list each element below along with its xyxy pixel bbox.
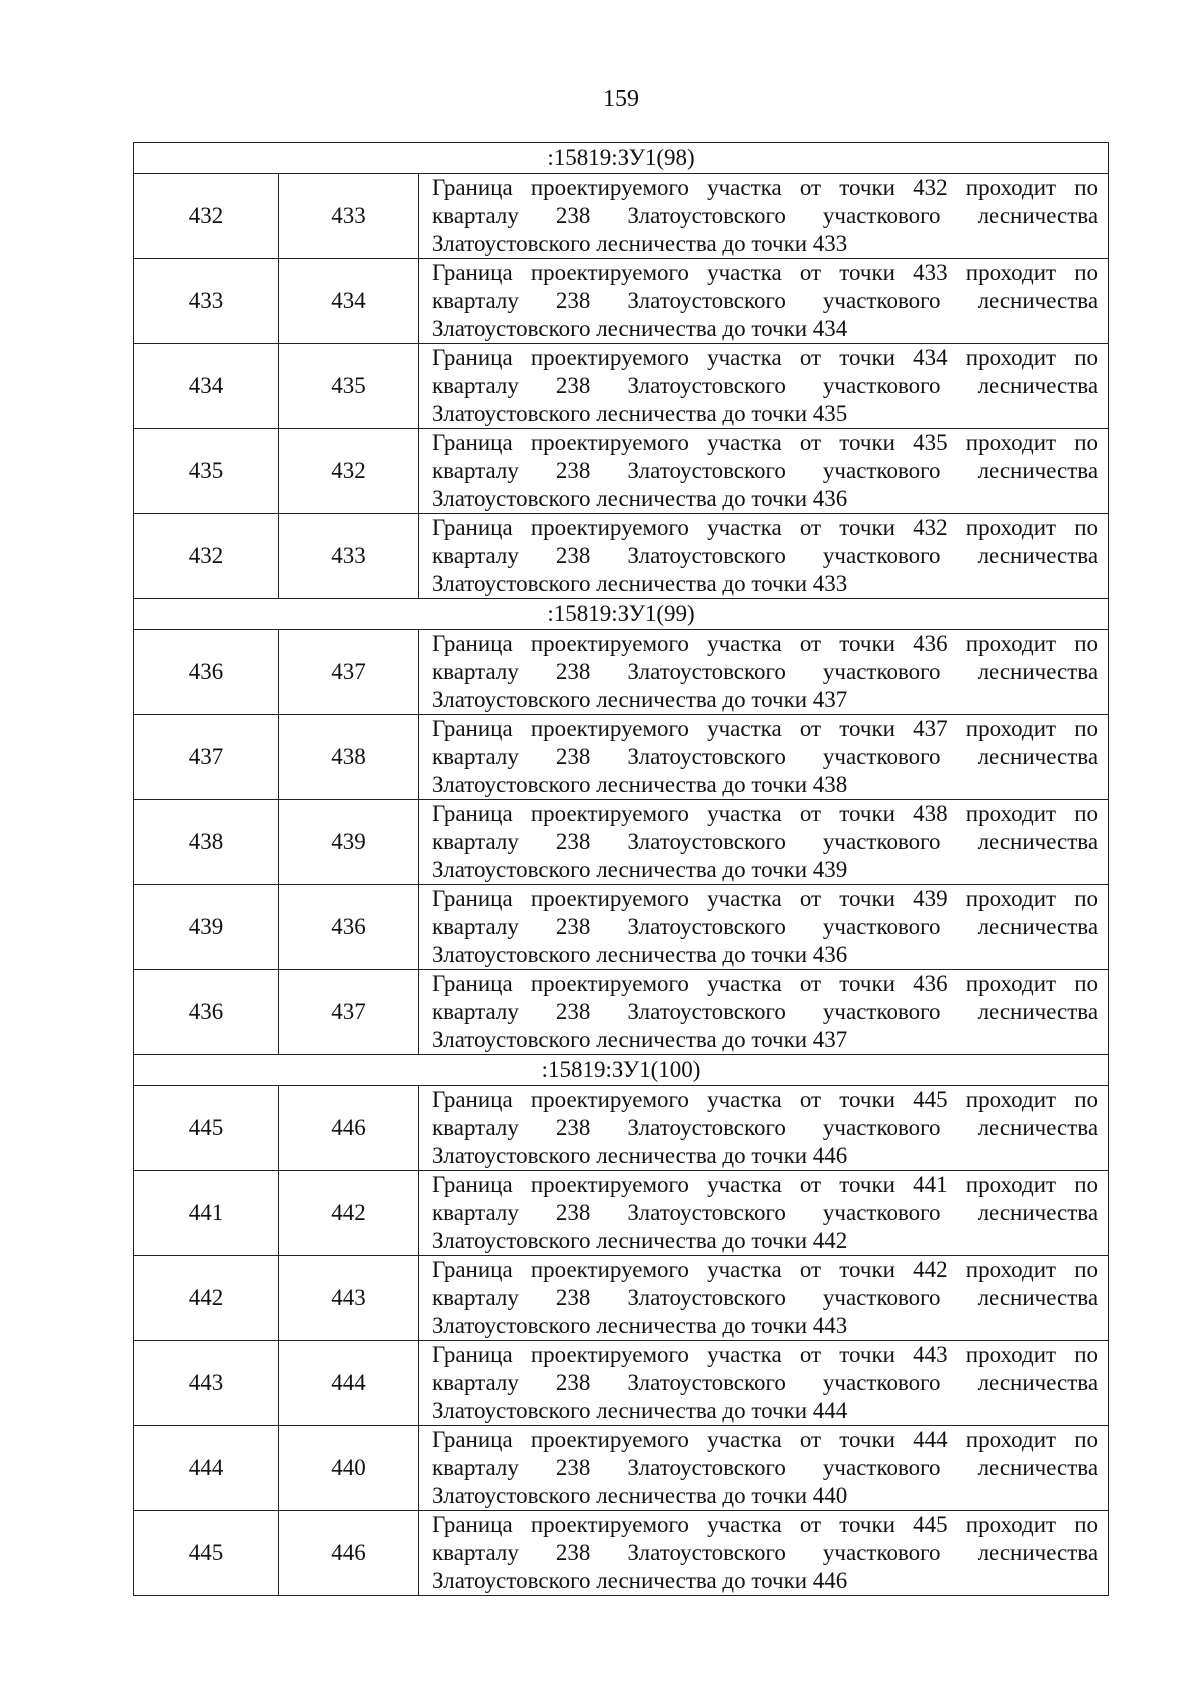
point-from-cell: 433 xyxy=(134,259,279,344)
point-from-cell: 444 xyxy=(134,1426,279,1511)
section-title: :15819:ЗУ1(100) xyxy=(134,1055,1109,1086)
section-title: :15819:ЗУ1(99) xyxy=(134,599,1109,630)
page-number: 159 xyxy=(603,86,639,112)
point-from-cell: 437 xyxy=(134,715,279,800)
table-row xyxy=(134,259,1109,344)
point-to-cell: 438 xyxy=(279,715,419,800)
description-cell: Граница проектируемого участка от точки 432 проходит по кварталу 238 Златоустовского участкового лесничества Златоустовского лесничества до точки 433 xyxy=(419,514,1109,599)
point-to-cell: 439 xyxy=(279,800,419,885)
point-from-cell: 436 xyxy=(134,970,279,1055)
description-cell: Граница проектируемого участка от точки 436 проходит по кварталу 238 Златоустовского участкового лесничества Златоустовского лесничества до точки 437 xyxy=(419,970,1109,1055)
point-to-cell: 435 xyxy=(279,344,419,429)
point-from-cell: 434 xyxy=(134,344,279,429)
point-to-cell: 446 xyxy=(279,1511,419,1596)
description-cell: Граница проектируемого участка от точки 433 проходит по кварталу 238 Златоустовского участкового лесничества Златоустовского лесничества до точки 434 xyxy=(419,259,1109,344)
table-row xyxy=(134,1086,1109,1171)
table-row xyxy=(134,630,1109,715)
point-to-cell: 434 xyxy=(279,259,419,344)
point-from-cell: 432 xyxy=(134,514,279,599)
point-from-cell: 438 xyxy=(134,800,279,885)
table-row xyxy=(134,885,1109,970)
description-cell: Граница проектируемого участка от точки 442 проходит по кварталу 238 Златоустовского участкового лесничества Златоустовского лесничества до точки 443 xyxy=(419,1256,1109,1341)
point-from-cell: 442 xyxy=(134,1256,279,1341)
description-cell: Граница проектируемого участка от точки 445 проходит по кварталу 238 Златоустовского участкового лесничества Златоустовского лесничества до точки 446 xyxy=(419,1086,1109,1171)
point-to-cell: 444 xyxy=(279,1341,419,1426)
table-row xyxy=(134,1511,1109,1596)
point-from-cell: 441 xyxy=(134,1171,279,1256)
table-row xyxy=(134,800,1109,885)
point-from-cell: 443 xyxy=(134,1341,279,1426)
description-cell: Граница проектируемого участка от точки 445 проходит по кварталу 238 Златоустовского участкового лесничества Златоустовского лесничества до точки 446 xyxy=(419,1511,1109,1596)
description-cell: Граница проектируемого участка от точки 432 проходит по кварталу 238 Златоустовского участкового лесничества Златоустовского лесничества до точки 433 xyxy=(419,174,1109,259)
point-to-cell: 437 xyxy=(279,970,419,1055)
table-row xyxy=(134,1341,1109,1426)
description-cell: Граница проектируемого участка от точки 436 проходит по кварталу 238 Златоустовского участкового лесничества Златоустовского лесничества до точки 437 xyxy=(419,630,1109,715)
point-from-cell: 445 xyxy=(134,1086,279,1171)
boundary-table xyxy=(133,142,1109,1596)
point-from-cell: 432 xyxy=(134,174,279,259)
description-cell: Граница проектируемого участка от точки 435 проходит по кварталу 238 Златоустовского участкового лесничества Златоустовского лесничества до точки 436 xyxy=(419,429,1109,514)
section-header-row xyxy=(134,1055,1109,1086)
table-row xyxy=(134,429,1109,514)
table-row xyxy=(134,1256,1109,1341)
description-cell: Граница проектируемого участка от точки 439 проходит по кварталу 238 Златоустовского участкового лесничества Златоустовского лесничества до точки 436 xyxy=(419,885,1109,970)
point-from-cell: 435 xyxy=(134,429,279,514)
table-row xyxy=(134,344,1109,429)
table-row xyxy=(134,1171,1109,1256)
table-row xyxy=(134,174,1109,259)
table-row xyxy=(134,715,1109,800)
point-to-cell: 433 xyxy=(279,514,419,599)
point-to-cell: 437 xyxy=(279,630,419,715)
section-header-row xyxy=(134,599,1109,630)
description-cell: Граница проектируемого участка от точки 438 проходит по кварталу 238 Златоустовского участкового лесничества Златоустовского лесничества до точки 439 xyxy=(419,800,1109,885)
description-cell: Граница проектируемого участка от точки 437 проходит по кварталу 238 Златоустовского участкового лесничества Златоустовского лесничества до точки 438 xyxy=(419,715,1109,800)
point-from-cell: 439 xyxy=(134,885,279,970)
point-to-cell: 440 xyxy=(279,1426,419,1511)
description-cell: Граница проектируемого участка от точки 443 проходит по кварталу 238 Златоустовского участкового лесничества Златоустовского лесничества до точки 444 xyxy=(419,1341,1109,1426)
section-title: :15819:ЗУ1(98) xyxy=(134,143,1109,174)
point-to-cell: 436 xyxy=(279,885,419,970)
point-from-cell: 436 xyxy=(134,630,279,715)
table-row xyxy=(134,1426,1109,1511)
description-cell: Граница проектируемого участка от точки 444 проходит по кварталу 238 Златоустовского участкового лесничества Златоустовского лесничества до точки 440 xyxy=(419,1426,1109,1511)
point-to-cell: 446 xyxy=(279,1086,419,1171)
point-to-cell: 433 xyxy=(279,174,419,259)
description-cell: Граница проектируемого участка от точки 441 проходит по кварталу 238 Златоустовского участкового лесничества Златоустовского лесничества до точки 442 xyxy=(419,1171,1109,1256)
description-cell: Граница проектируемого участка от точки 434 проходит по кварталу 238 Златоустовского участкового лесничества Златоустовского лесничества до точки 435 xyxy=(419,344,1109,429)
point-to-cell: 442 xyxy=(279,1171,419,1256)
section-header-row xyxy=(134,143,1109,174)
point-to-cell: 432 xyxy=(279,429,419,514)
point-to-cell: 443 xyxy=(279,1256,419,1341)
table-body xyxy=(134,143,1109,1596)
table-row xyxy=(134,970,1109,1055)
table-row xyxy=(134,514,1109,599)
point-from-cell: 445 xyxy=(134,1511,279,1596)
